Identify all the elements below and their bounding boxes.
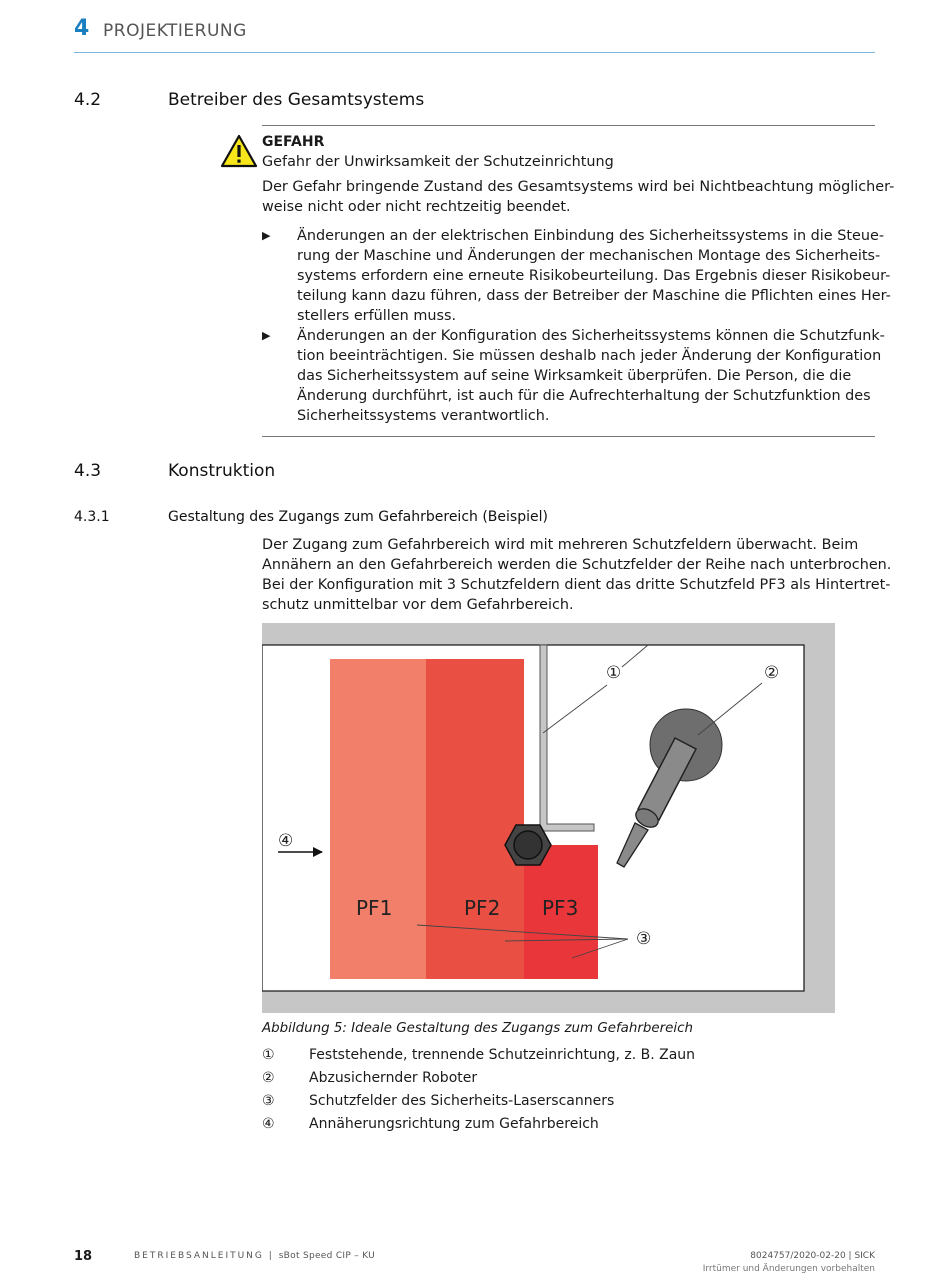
bullet-2-line-3: das Sicherheitssystem auf seine Wirksamkeit überprüfen. Die Person, die die [297, 368, 852, 384]
pf3-label: PF3 [542, 896, 579, 920]
bullet-1-line-1: Änderungen an der elektrischen Einbindung des Sicherheitssystems in die Steue- [297, 228, 885, 244]
legend-num-4: ④ [262, 1116, 275, 1132]
laser-scanner [505, 825, 551, 865]
danger-subtitle: Gefahr der Unwirksamkeit der Schutzeinrichtung [262, 154, 614, 170]
pf2-label: PF2 [464, 896, 501, 920]
bullet-2-line-5: Sicherheitssystems verantwortlich. [297, 408, 550, 424]
callout-4: ④ [278, 831, 294, 851]
section-4-2-number: 4.2 [74, 90, 102, 110]
body-line-3: Bei der Konfiguration mit 3 Schutzfeldern dient das dritte Schutzfeld PF3 als Hintertret- [262, 577, 891, 593]
danger-intro-line-2: weise nicht oder nicht rechtzeitig beendet. [262, 199, 571, 215]
footer-doc-type: BETRIEBSANLEITUNG [134, 1251, 264, 1261]
section-4-3-number: 4.3 [74, 461, 102, 481]
figure-caption: Abbildung 5: Ideale Gestaltung des Zugangs zum Gefahrbereich [262, 1021, 693, 1036]
footer-separator: | [268, 1251, 274, 1261]
access-diagram [262, 623, 835, 1013]
legend-num-1: ① [262, 1047, 275, 1063]
danger-label: GEFAHR [262, 134, 325, 150]
section-4-3-1-title: Gestaltung des Zugangs zum Gefahrbereich (Beispiel) [168, 509, 548, 525]
footer-disclaimer: Irrtümer und Änderungen vorbehalten [702, 1264, 875, 1274]
protective-field-pf1 [330, 659, 427, 979]
bullet-1-line-2: rung der Maschine und Änderungen der mechanischen Montage des Sicherheits- [297, 248, 881, 264]
footer-doc-info [134, 1250, 375, 1262]
bullet-1-line-5: stellers erfüllen muss. [297, 308, 457, 324]
body-line-4: schutz unmittelbar vor dem Gefahrbereich. [262, 597, 574, 613]
section-4-3-title: Konstruktion [168, 461, 276, 481]
chapter-number: 4 [74, 16, 90, 41]
legend-text-1: Feststehende, trennende Schutzeinrichtung, z. B. Zaun [309, 1047, 696, 1063]
footer-product: sBot Speed CIP – KU [278, 1251, 376, 1261]
section-4-2-title: Betreiber des Gesamtsystems [168, 90, 425, 110]
bullet-1-line-4: teilung kann dazu führen, dass der Betreiber der Maschine die Pflichten eines Her- [297, 288, 891, 304]
callout-1: ① [606, 663, 622, 683]
section-4-3-1-number: 4.3.1 [74, 509, 110, 525]
chapter-title: PROJEKTIERUNG [103, 21, 247, 41]
legend-text-2: Abzusichernder Roboter [309, 1070, 478, 1086]
danger-top-rule [262, 125, 875, 126]
bullet-marker: ▶ [262, 329, 271, 342]
bullet-2-line-4: Änderung durchführt, ist auch für die Aufrechterhaltung der Schutzfunktion des [297, 388, 871, 404]
bullet-2-line-2: tion beeinträchtigen. Sie müssen deshalb nach jeder Änderung der Konfiguration [297, 348, 882, 364]
body-line-2: Annähern an den Gefahrbereich werden die Schutzfelder der Reihe nach unterbrochen. [262, 557, 892, 573]
bullet-marker: ▶ [262, 229, 271, 242]
legend-text-4: Annäherungsrichtung zum Gefahrbereich [309, 1116, 599, 1132]
bullet-2-line-1: Änderungen an der Konfiguration des Sicherheitssystems können die Schutzfunk- [297, 328, 885, 344]
danger-bottom-rule [262, 436, 875, 437]
page-number: 18 [74, 1249, 93, 1264]
pf1-label: PF1 [356, 896, 393, 920]
body-line-1: Der Zugang zum Gefahrbereich wird mit mehreren Schutzfeldern überwacht. Beim [262, 537, 859, 553]
danger-intro-line-1: Der Gefahr bringende Zustand des Gesamtsystems wird bei Nichtbeachtung möglicher- [262, 179, 895, 195]
header-rule [74, 52, 875, 53]
legend-num-2: ② [262, 1070, 275, 1086]
footer-doc-id: 8024757/2020-02-20 | SICK [750, 1251, 875, 1261]
legend-text-3: Schutzfelder des Sicherheits-Laserscanners [309, 1093, 615, 1109]
callout-3: ③ [636, 929, 652, 949]
callout-2: ② [764, 663, 780, 683]
bullet-1-line-3: systems erfordern eine erneute Risikobeurteilung. Das Ergebnis dieser Risikobeur- [297, 268, 891, 284]
warning-icon [220, 134, 258, 168]
legend-num-3: ③ [262, 1093, 275, 1109]
